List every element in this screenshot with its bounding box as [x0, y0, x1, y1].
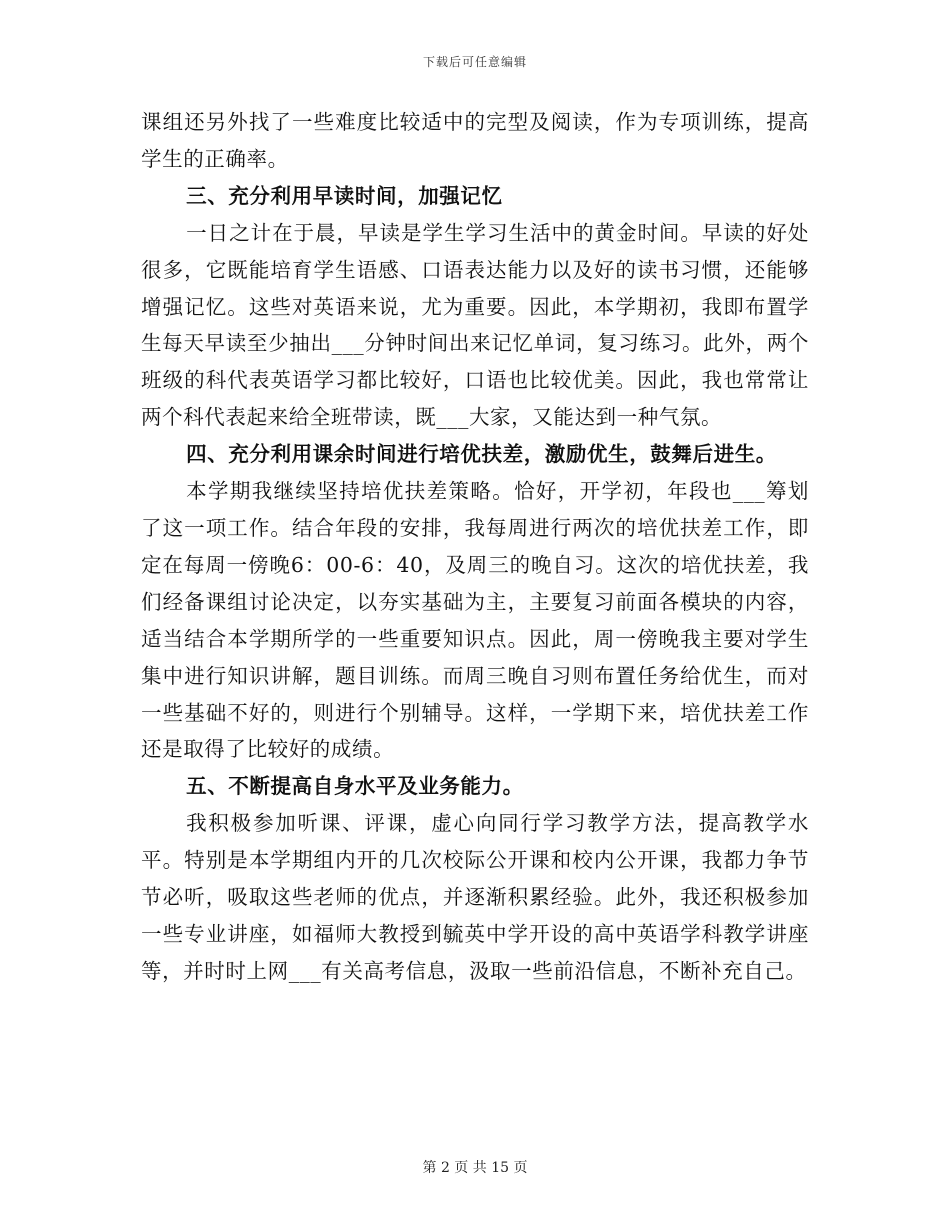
paragraph-continuation: 课组还另外找了一些难度比较适中的完型及阅读，作为专项训练，提高学生的正确率。: [141, 110, 809, 171]
section-heading-3: 三、充分利用早读时间，加强记忆: [186, 183, 503, 208]
paragraph-tutoring: 本学期我继续坚持培优扶差策略。恰好，开学初，年段也___筹划了这一项工作。结合年段的安排，我每周进行两次的培优扶差工作，即定在每周一傍晚6：00-6：40，及周三的晚自习。这次的培优扶差，我们经备课组讨论决定，以夯实基础为主，主要复习前面各模块的内容，适当结合本学期所学的一些重要知识点。因此，周一傍晚我主要对学生集中进行知识讲解，题目训练。而周三晚自习则布置任务给优生，而对一些基础不好的，则进行个别辅导。这样，一学期下来，培优扶差工作还是取得了比较好的成绩。: [141, 479, 809, 762]
section-heading-5: 五、不断提高自身水平及业务能力。: [186, 774, 524, 799]
section-heading-4: 四、充分利用课余时间进行培优扶差，激励优生，鼓舞后进生。: [186, 442, 777, 467]
paragraph-morning-reading: 一日之计在于晨，早读是学生学习生活中的黄金时间。早读的好处很多，它既能培育学生语感、口语表达能力以及好的读书习惯，还能够增强记忆。这些对英语来说，尤为重要。因此，本学期初，我即布置学生每天早读至少抽出___分钟时间出来记忆单词，复习练习。此外，两个班级的科代表英语学习都比较好，口语也比较优美。因此，我也常常让两个科代表起来给全班带读，既___大家，又能达到一种气氛。: [141, 220, 809, 430]
document-body: [141, 104, 809, 990]
page-number: 第 2 页 共 15 页: [422, 1160, 528, 1176]
page-header: 下载后可任意编辑: [422, 55, 527, 69]
paragraph-professional-growth: 我积极参加听课、评课，虚心向同行学习教学方法，提高教学水平。特别是本学期组内开的几次校际公开课和校内公开课，我都力争节节必听，吸取这些老师的优点，并逐渐积累经验。此外，我还积极参加一些专业讲座，如福师大教授到毓英中学开设的高中英语学科教学讲座等，并时时上网___有关高考信息，汲取一些前沿信息，不断补充自己。: [141, 811, 809, 983]
